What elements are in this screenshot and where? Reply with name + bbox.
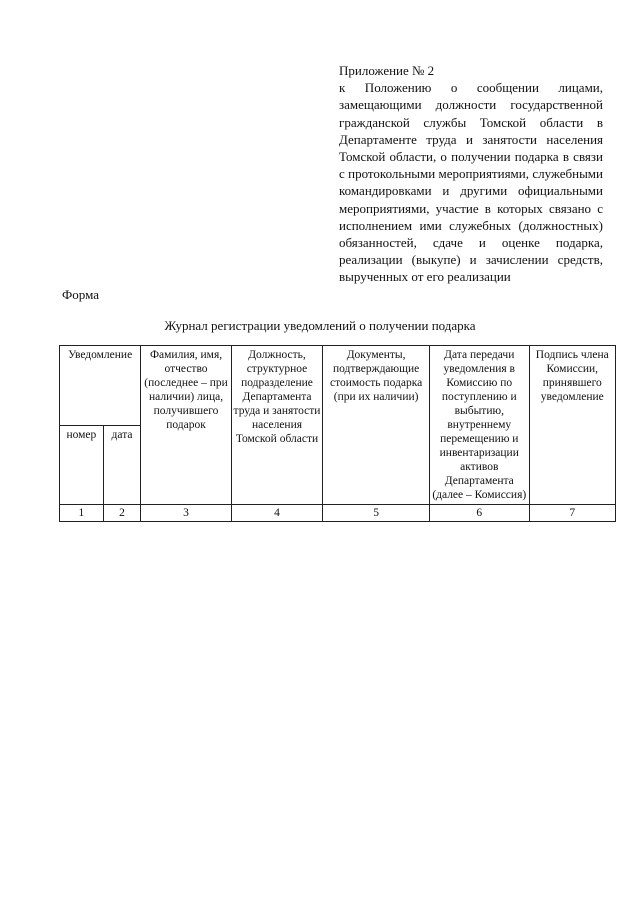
column-number: 4 xyxy=(231,505,322,522)
column-number: 1 xyxy=(60,505,104,522)
header-full-name: Фамилия, имя, отчество (последнее – при наличии) лица, получившего подарок xyxy=(141,346,231,505)
appendix-title: Приложение № 2 xyxy=(339,63,435,78)
column-number: 3 xyxy=(141,505,231,522)
header-transfer-date: Дата передачи уведомления в Комиссию по поступлению и выбытию, внутреннему перемещению и инвентаризации активов Департамента (далее – Комиссия) xyxy=(429,346,529,505)
header-number: номер xyxy=(60,425,104,505)
appendix-block xyxy=(339,62,603,286)
form-label: Форма xyxy=(62,287,99,302)
column-number: 2 xyxy=(103,505,141,522)
journal-table xyxy=(59,345,616,522)
header-notification: Уведомление xyxy=(60,346,141,426)
table-header-row xyxy=(60,346,616,426)
header-position: Должность, структурное подразделение Департамента труда и занятости населения Томской области xyxy=(231,346,322,505)
header-date: дата xyxy=(103,425,141,505)
column-number: 7 xyxy=(529,505,615,522)
appendix-body: к Положению о сообщении лицами, замещающими должности государственной гражданской службы Томской области в Департаменте труда и занятости населения Томской области, о получении подарка в связи с протокольными мероприятиями, служебными командировками и другими официальными мероприятиями, участие в которых связано с исполнением ими служебных (должностных) обязанностей, сдаче и оценке подарка, реализации (выкупе) и зачислении средств, вырученных от его реализации xyxy=(339,80,603,285)
column-number: 6 xyxy=(429,505,529,522)
header-signature: Подпись члена Комиссии, принявшего уведомление xyxy=(529,346,615,505)
table-number-row xyxy=(60,505,616,522)
header-documents: Документы, подтверждающие стоимость подарка (при их наличии) xyxy=(323,346,430,505)
journal-title: Журнал регистрации уведомлений о получении подарка xyxy=(164,318,476,333)
column-number: 5 xyxy=(323,505,430,522)
